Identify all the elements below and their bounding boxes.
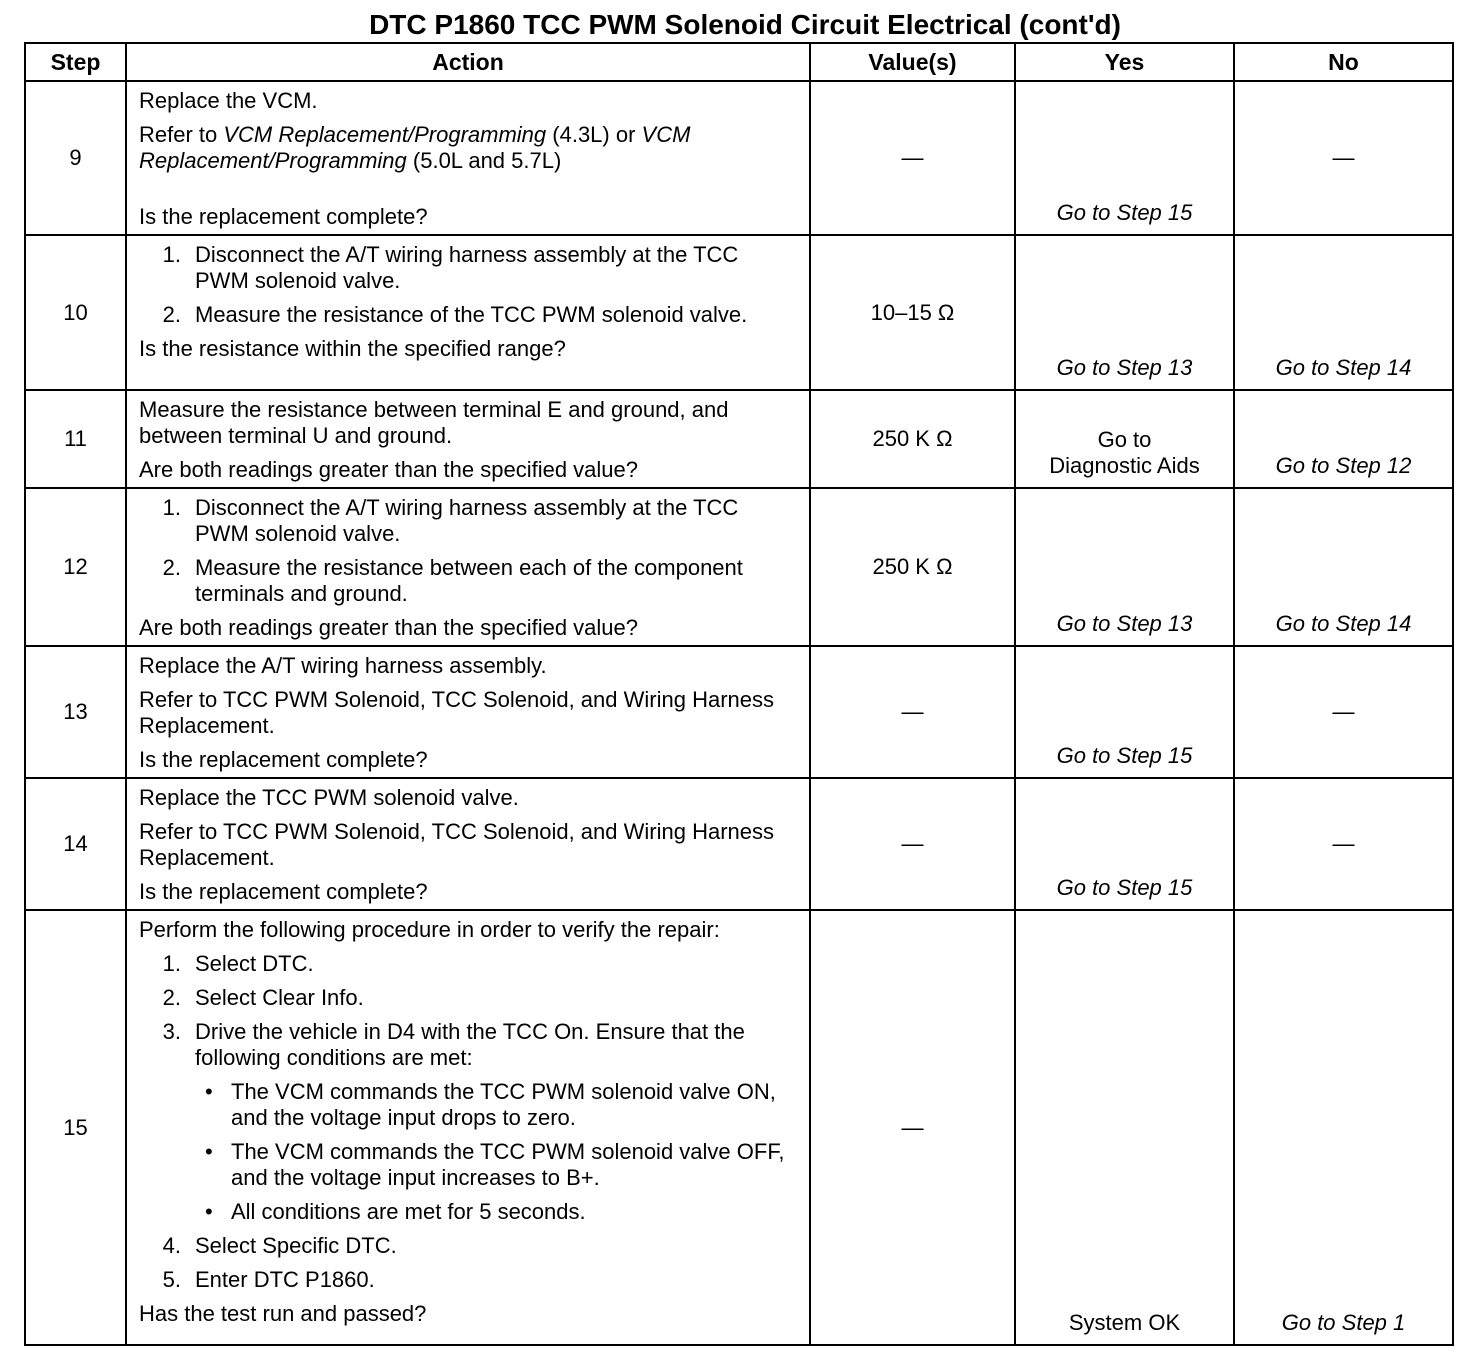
- value-cell: 250 K Ω: [810, 390, 1015, 488]
- action-question: Has the test run and passed?: [139, 1301, 427, 1326]
- bullet-item: • The VCM commands the TCC PWM solenoid valve OFF, and the voltage input increases to B+.: [205, 1139, 785, 1190]
- list-item: 1. Select DTC.: [162, 951, 314, 976]
- action-reference: Refer to TCC PWM Solenoid, TCC Solenoid, and Wiring Harness Replacement.: [139, 687, 774, 738]
- value-cell: —: [810, 81, 1015, 235]
- page-title: DTC P1860 TCC PWM Solenoid Circuit Electrical (cont'd): [369, 9, 1121, 40]
- step-number: 13: [25, 646, 126, 778]
- no-cell: —: [1234, 81, 1453, 235]
- ref-text: Refer to: [139, 122, 224, 147]
- yes-cell: Go to Step 15: [1015, 81, 1234, 235]
- ref-link: VCM Replacement/Programming: [223, 122, 547, 147]
- header-step: Step: [25, 43, 126, 81]
- list-item: 4. Select Specific DTC.: [162, 1233, 397, 1258]
- yes-cell: Go to Step 13: [1015, 488, 1234, 646]
- table-header-row: [25, 43, 1453, 81]
- yes-cell: Go to Step 13: [1015, 235, 1234, 390]
- action-cell: [126, 81, 810, 235]
- header-values: Value(s): [810, 43, 1015, 81]
- table-row: [25, 488, 1453, 646]
- table-row: [25, 646, 1453, 778]
- action-reference: Refer to TCC PWM Solenoid, TCC Solenoid, and Wiring Harness Replacement.: [139, 819, 774, 870]
- list-item: 1. Disconnect the A/T wiring harness assembly at the TCC PWM solenoid valve.: [162, 495, 739, 546]
- yes-cell: Go to Diagnostic Aids: [1015, 390, 1234, 488]
- list-item: 3. Drive the vehicle in D4 with the TCC On. Ensure that the following conditions are met:: [162, 1019, 745, 1070]
- step-number: 14: [25, 778, 126, 910]
- table-row: [25, 390, 1453, 488]
- table-row: [25, 910, 1453, 1345]
- ref-text: (4.3L) or: [546, 122, 642, 147]
- header-yes: Yes: [1015, 43, 1234, 81]
- action-question: Are both readings greater than the specified value?: [139, 615, 638, 640]
- no-cell: —: [1234, 778, 1453, 910]
- value-cell: —: [810, 778, 1015, 910]
- no-cell: —: [1234, 646, 1453, 778]
- action-cell: [126, 778, 810, 910]
- action-cell: [126, 646, 810, 778]
- diagnostic-table: [24, 42, 1454, 1346]
- action-text: Replace the TCC PWM solenoid valve.: [139, 785, 519, 810]
- value-cell: —: [810, 910, 1015, 1345]
- table-row: [25, 778, 1453, 910]
- list-item: 2. Measure the resistance of the TCC PWM solenoid valve.: [162, 302, 748, 327]
- yes-cell: Go to Step 15: [1015, 778, 1234, 910]
- yes-cell: Go to Step 15: [1015, 646, 1234, 778]
- action-question: Is the resistance within the specified range?: [139, 336, 566, 361]
- action-cell: [126, 390, 810, 488]
- ref-link: VCM Replacement/Programming: [139, 122, 691, 173]
- action-cell: [126, 235, 810, 390]
- no-cell: Go to Step 14: [1234, 488, 1453, 646]
- action-question: Is the replacement complete?: [139, 879, 428, 904]
- bullet-item: • All conditions are met for 5 seconds.: [205, 1199, 586, 1224]
- value-cell: —: [810, 646, 1015, 778]
- action-text: Measure the resistance between terminal E and ground, and between terminal U and ground.: [139, 397, 729, 448]
- table-row: [25, 81, 1453, 235]
- no-cell: Go to Step 14: [1234, 235, 1453, 390]
- action-question: Is the replacement complete?: [139, 747, 428, 772]
- action-reference: [139, 122, 797, 174]
- no-cell: Go to Step 12: [1234, 390, 1453, 488]
- bullet-item: • The VCM commands the TCC PWM solenoid valve ON, and the voltage input drops to zero.: [205, 1079, 776, 1130]
- list-item: 1. Disconnect the A/T wiring harness assembly at the TCC PWM solenoid valve.: [162, 242, 739, 293]
- list-item: 2. Measure the resistance between each of the component terminals and ground.: [162, 555, 743, 606]
- action-cell: [126, 910, 810, 1345]
- step-number: 9: [25, 81, 126, 235]
- step-number: 10: [25, 235, 126, 390]
- action-cell: [126, 488, 810, 646]
- value-cell: 250 K Ω: [810, 488, 1015, 646]
- step-number: 11: [25, 390, 126, 488]
- list-item: 2. Select Clear Info.: [162, 985, 364, 1010]
- no-cell: Go to Step 1: [1234, 910, 1453, 1345]
- table-row: [25, 235, 1453, 390]
- action-text: Replace the VCM.: [139, 88, 318, 113]
- step-number: 15: [25, 910, 126, 1345]
- list-item: 5. Enter DTC P1860.: [162, 1267, 375, 1292]
- action-question: Are both readings greater than the specified value?: [139, 457, 638, 482]
- action-text: Perform the following procedure in order to verify the repair:: [139, 917, 720, 942]
- step-number: 12: [25, 488, 126, 646]
- ref-text: (5.0L and 5.7L): [406, 148, 562, 173]
- yes-cell: System OK: [1015, 910, 1234, 1345]
- action-question: Is the replacement complete?: [139, 204, 428, 229]
- action-text: Replace the A/T wiring harness assembly.: [139, 653, 547, 678]
- value-cell: 10–15 Ω: [810, 235, 1015, 390]
- header-action: Action: [126, 43, 810, 81]
- header-no: No: [1234, 43, 1453, 81]
